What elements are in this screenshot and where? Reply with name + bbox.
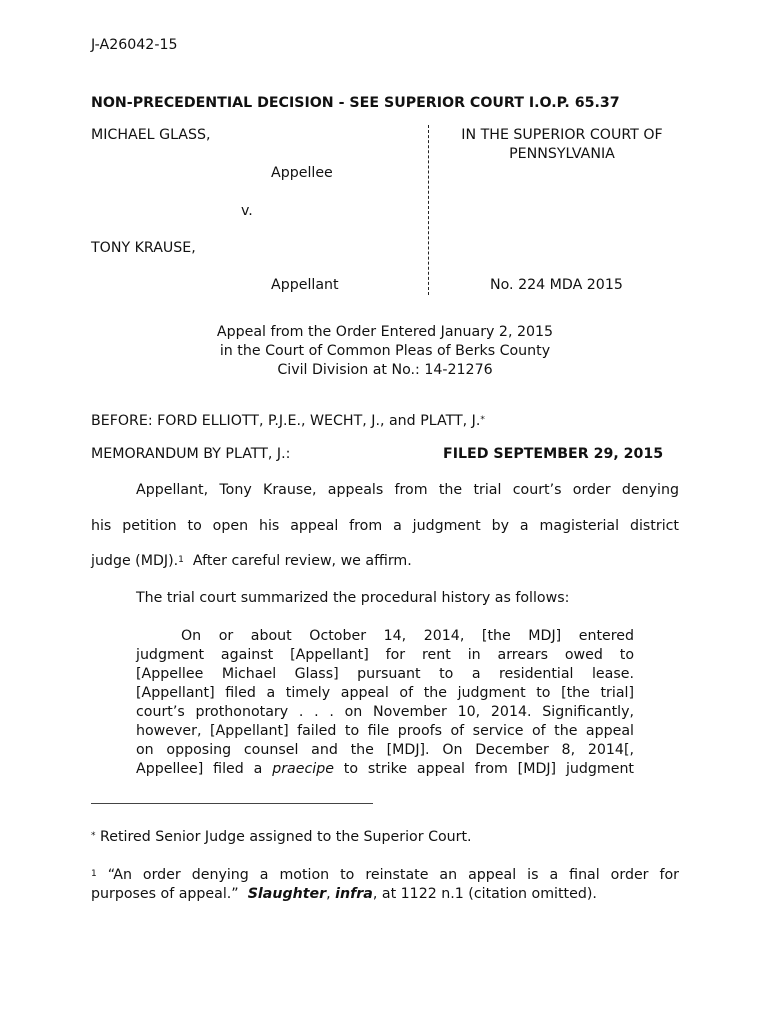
memorandum-author: MEMORANDUM BY PLATT, J.:: [91, 446, 291, 462]
footnote-star: [91, 829, 472, 845]
appellee-role: Appellee: [271, 165, 333, 181]
filed-date: FILED SEPTEMBER 29, 2015: [443, 446, 664, 462]
quote-text: Appellee] filed a: [136, 761, 273, 777]
docket-code: J-A26042-15: [91, 37, 178, 53]
quote-line: court’s prothonotary . . . on November 10, 2014. Significantly,: [136, 704, 634, 720]
body-paragraph-2: The trial court summarized the procedural history as follows:: [136, 590, 570, 606]
footnote-star-text: Retired Senior Judge assigned to the Superior Court.: [95, 829, 472, 845]
panel-line: [91, 413, 485, 429]
footnote-1-line2: [91, 886, 597, 902]
quote-line: judgment against [Appellant] for rent in arrears owed to: [136, 647, 634, 663]
appellant-name: TONY KRAUSE,: [91, 240, 196, 256]
footnote-rule: [91, 803, 373, 804]
body-text: After careful review, we affirm.: [183, 553, 412, 569]
versus: v.: [241, 203, 253, 219]
footnote-1-text: purposes of appeal.”: [91, 886, 248, 902]
footnote-1-mark: 1: [91, 869, 97, 879]
court-name-line2: PENNSYLVANIA: [509, 146, 615, 162]
appeal-from-line1: Appeal from the Order Entered January 2, 2015: [216, 324, 554, 340]
panel-footnote-mark: *: [480, 415, 485, 425]
appeal-from-line2: in the Court of Common Pleas of Berks County: [219, 343, 551, 359]
appeal-from-line3: Civil Division at No.: 14-21276: [277, 362, 493, 378]
quote-line: [Appellant] filed a timely appeal of the judgment to [the trial]: [136, 685, 634, 701]
body-paragraph-1-line2: his petition to open his appeal from a judgment by a magisterial district: [91, 518, 679, 534]
footnote-1-text: ,: [326, 886, 336, 902]
footnote-star-mark: *: [91, 831, 96, 841]
panel-judges: BEFORE: FORD ELLIOTT, P.J.E., WECHT, J., and PLATT, J.: [91, 413, 481, 429]
footnote-1-text: , at 1122 n.1 (citation omitted).: [372, 886, 597, 902]
quote-text: to strike appeal from [MDJ] judgment: [333, 761, 634, 777]
footnote-case-name: Slaughter: [247, 886, 327, 902]
appellant-role: Appellant: [271, 277, 339, 293]
appellee-name: MICHAEL GLASS,: [91, 127, 211, 143]
quote-line: [Appellee Michael Glass] pursuant to a residential lease.: [136, 666, 634, 682]
footnote-1-line1: [91, 867, 679, 883]
footnote-1-text: “An order denying a motion to reinstate an appeal is a final order for: [96, 867, 679, 883]
caption-divider: [428, 125, 429, 295]
quote-line: on opposing counsel and the [MDJ]. On December 8, 2014[,: [136, 742, 634, 758]
body-paragraph-1-line1: Appellant, Tony Krause, appeals from the trial court’s order denying: [136, 482, 679, 498]
footnote-ref-1: 1: [178, 555, 184, 565]
footnote-infra: infra: [335, 886, 373, 902]
court-name-line1: IN THE SUPERIOR COURT OF: [461, 127, 663, 143]
quote-italic-term: praecipe: [272, 761, 334, 777]
non-precedential-notice: NON-PRECEDENTIAL DECISION - SEE SUPERIOR COURT I.O.P. 65.37: [91, 95, 620, 111]
body-text: judge (MDJ).: [91, 553, 179, 569]
quote-line: [136, 761, 634, 777]
case-number: No. 224 MDA 2015: [490, 277, 623, 293]
quote-line: On or about October 14, 2014, [the MDJ] entered: [181, 628, 634, 644]
body-paragraph-1-line3: [91, 553, 412, 569]
quote-line: however, [Appellant] failed to file proofs of service of the appeal: [136, 723, 634, 739]
